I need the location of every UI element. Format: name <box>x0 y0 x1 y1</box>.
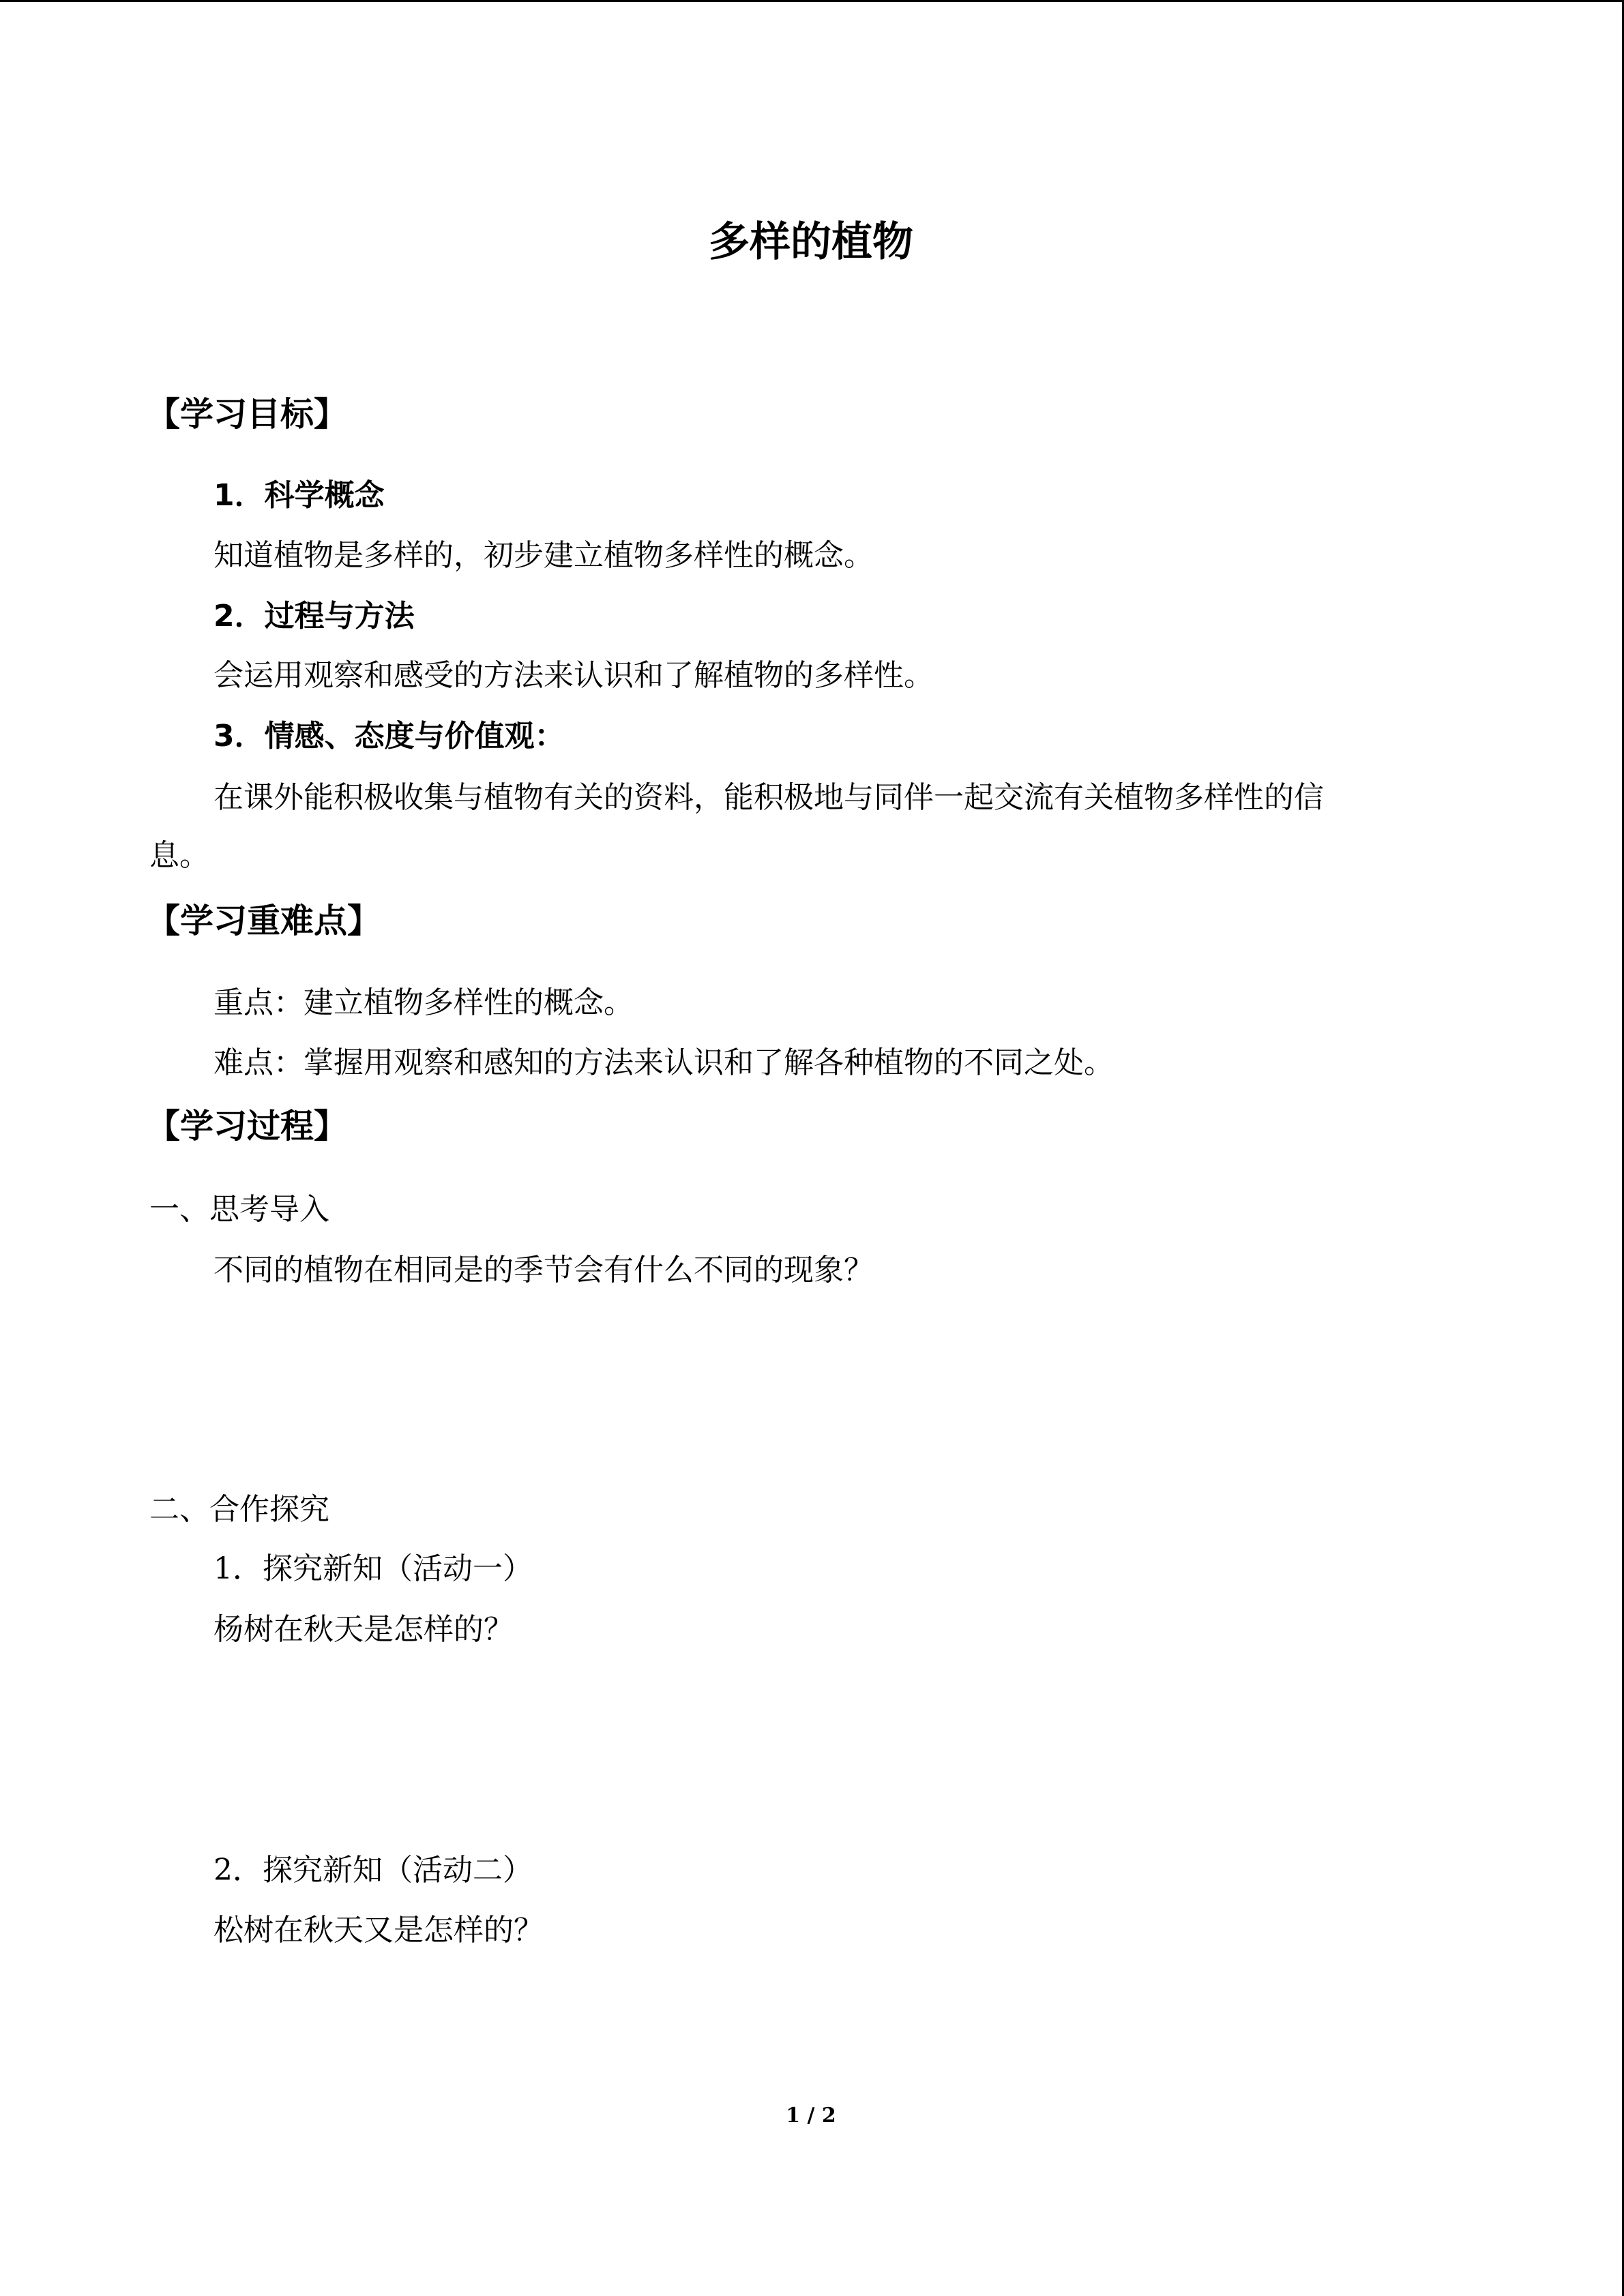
activity1-question: 杨树在秋天是怎样的？ <box>213 1612 514 1647</box>
process-part2-title: 二、合作探究 <box>149 1492 329 1527</box>
activity1-title: 1．探究新知（活动一） <box>213 1551 533 1586</box>
document-title: 多样的植物 <box>709 218 913 266</box>
section-heading-goals: 【学习目标】 <box>147 395 348 434</box>
process-part1-title: 一、思考导入 <box>149 1192 329 1227</box>
goal-label-concept: 1．科学概念 <box>213 478 385 513</box>
process-part1-question: 不同的植物在相同是的季节会有什么不同的现象？ <box>213 1253 874 1287</box>
activity2-title: 2．探究新知（活动二） <box>213 1853 533 1888</box>
section-heading-key-points: 【学习重难点】 <box>147 901 381 940</box>
activity2-question: 松树在秋天又是怎样的？ <box>213 1913 544 1948</box>
key-point-difficulty: 难点：掌握用观察和感知的方法来认识和了解各种植物的不同之处。 <box>213 1045 1114 1080</box>
goal-text-concept: 知道植物是多样的，初步建立植物多样性的概念。 <box>213 538 874 573</box>
section-heading-process: 【学习过程】 <box>147 1107 348 1146</box>
goal-text-method: 会运用观察和感受的方法来认识和了解植物的多样性。 <box>213 658 934 693</box>
goal-label-method: 2．过程与方法 <box>213 599 415 633</box>
goal-text-values-line2: 息。 <box>149 838 209 873</box>
goal-label-values: 3．情感、态度与价值观： <box>213 719 565 754</box>
key-point-focus: 重点：建立植物多样性的概念。 <box>213 985 634 1020</box>
goal-text-values-line1: 在课外能积极收集与植物有关的资料，能积极地与同伴一起交流有关植物多样性的信 <box>213 780 1324 815</box>
page-number: 1 / 2 <box>786 2104 836 2128</box>
